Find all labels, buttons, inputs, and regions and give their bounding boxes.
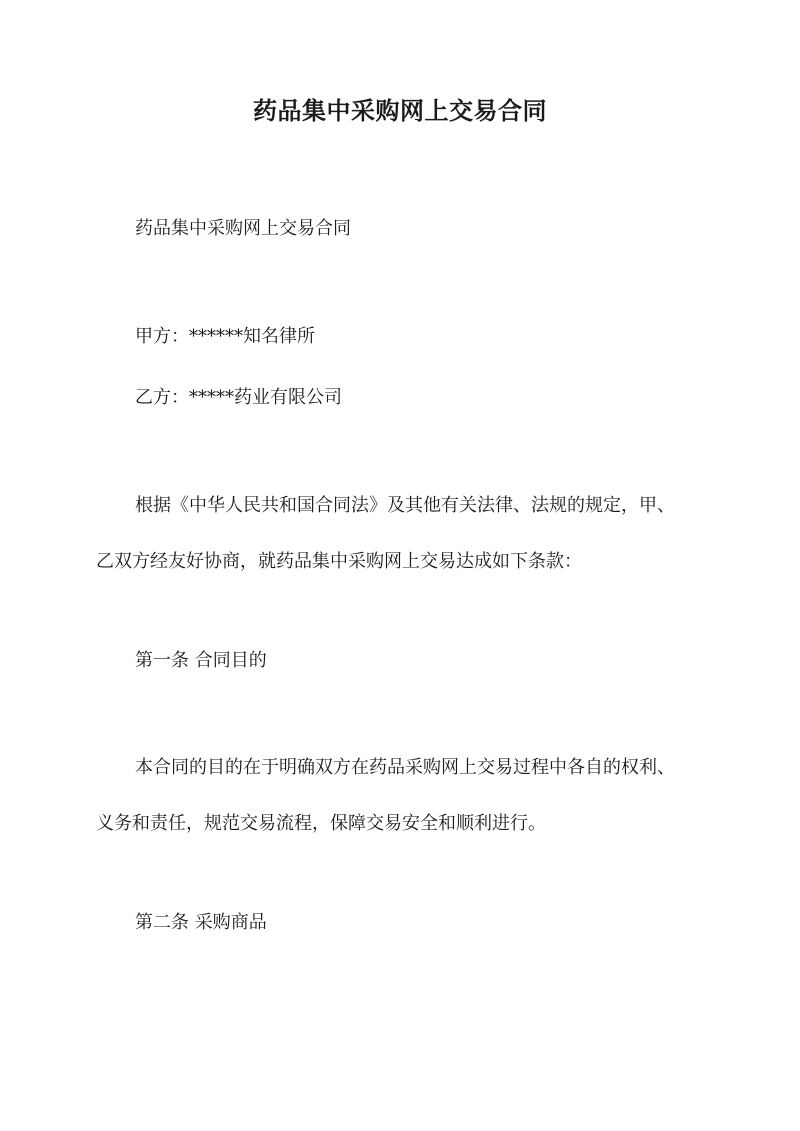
party-a: 甲方：******知名律所 (135, 326, 315, 347)
intro-line-2: 乙双方经友好协商，就药品集中采购网上交易达成如下条款： (96, 551, 582, 572)
document-subtitle: 药品集中采购网上交易合同 (135, 218, 351, 239)
article-1-paragraph (96, 754, 695, 866)
article-1-line-1: 本合同的目的在于明确双方在药品采购网上交易过程中各自的权利、 (135, 757, 675, 778)
party-b: 乙方：*****药业有限公司 (135, 387, 342, 408)
article-1-line-2: 义务和责任，规范交易流程，保障交易安全和顺利进行。 (96, 813, 546, 834)
intro-line-1: 根据《中华人民共和国合同法》及其他有关法律、法规的规定，甲、 (135, 495, 675, 516)
document-title: 药品集中采购网上交易合同 (253, 96, 547, 125)
article-1-heading: 第一条 合同目的 (135, 650, 267, 671)
article-2-heading: 第二条 采购商品 (135, 912, 267, 933)
intro-paragraph (96, 492, 695, 604)
